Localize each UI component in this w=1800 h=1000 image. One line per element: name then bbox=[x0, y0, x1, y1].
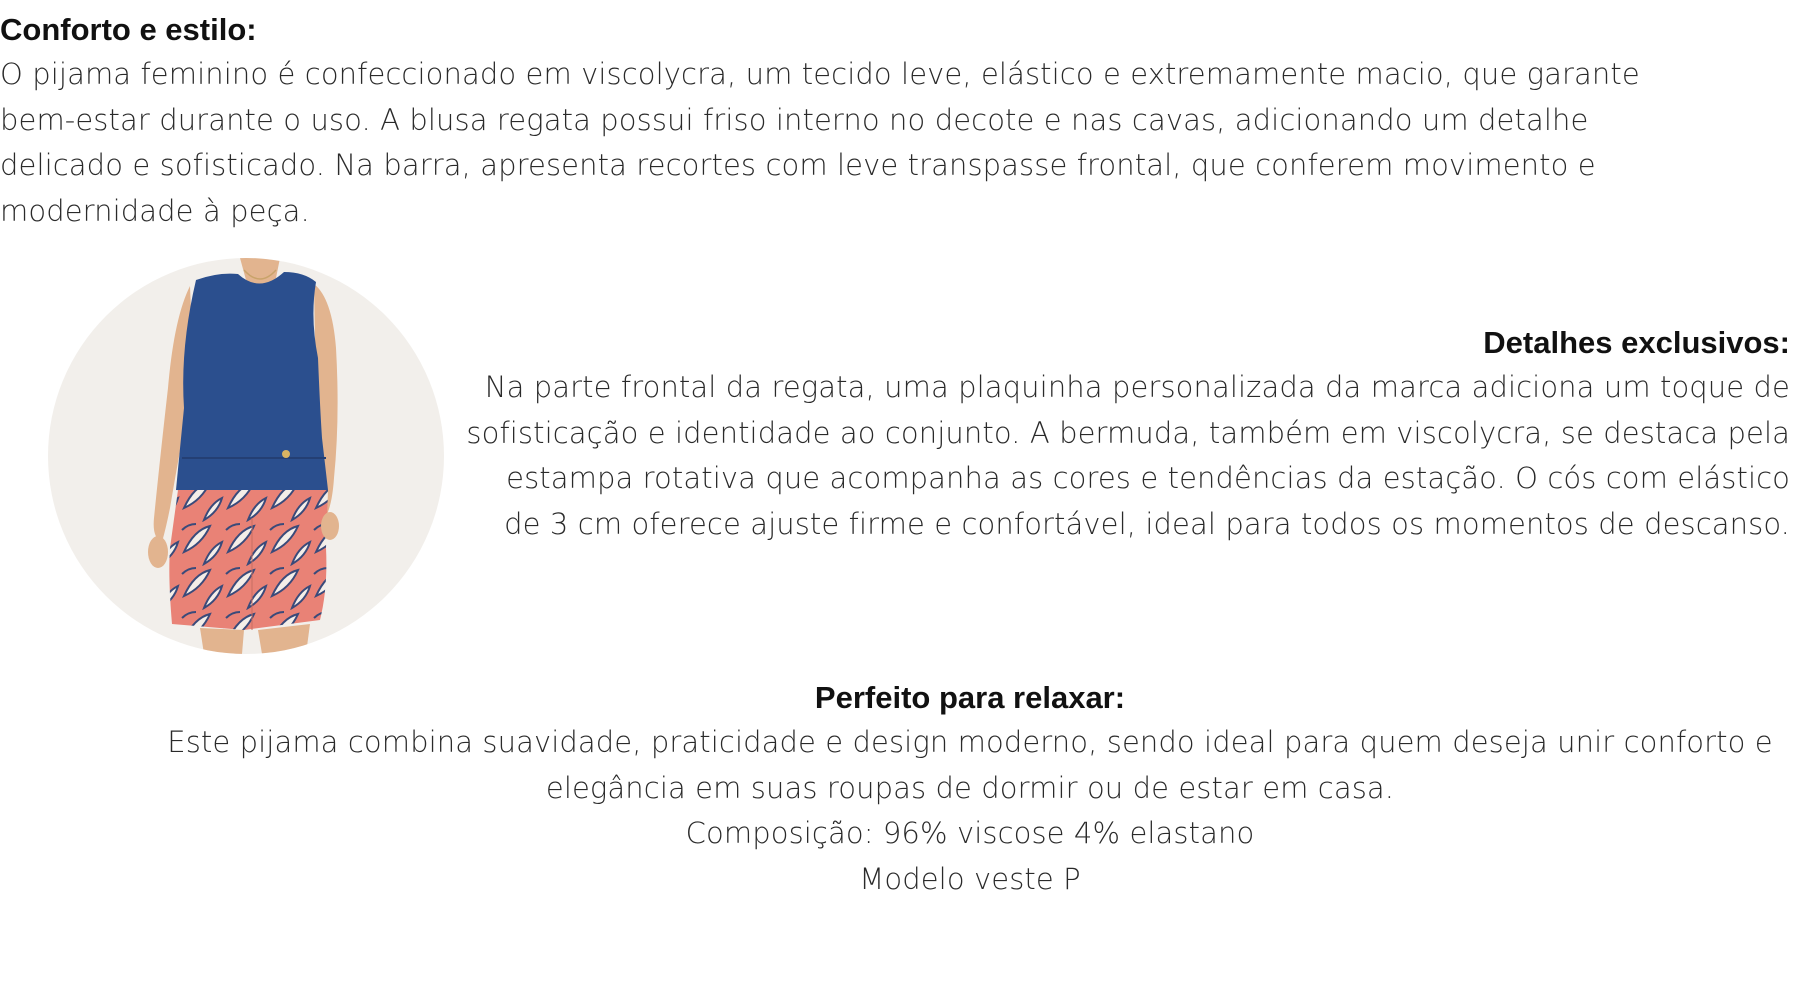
paragraph-line: estampa rotativa que acompanha as cores e tendências da estação. O cós com elástico bbox=[506, 461, 1790, 495]
paragraph-detalhes-exclusivos bbox=[440, 365, 1790, 547]
section-perfeito-relaxar bbox=[150, 675, 1790, 902]
paragraph-line: bem-estar durante o uso. A blusa regata possui friso interno no decote e nas cavas, adicionando um detalhe bbox=[0, 102, 1589, 137]
paragraph-line: Na parte frontal da regata, uma plaquinha personalizada da marca adiciona um toque de bbox=[484, 370, 1790, 404]
paragraph-line: Este pijama combina suavidade, praticidade e design moderno, sendo ideal para quem deseja unir conforto e bbox=[167, 725, 1773, 759]
paragraph-conforto-estilo bbox=[0, 52, 1790, 234]
heading-perfeito-relaxar: Perfeito para relaxar: bbox=[814, 680, 1126, 715]
paragraph-perfeito-relaxar bbox=[150, 720, 1790, 902]
paragraph-line: O pijama feminino é confeccionado em viscolycra, um tecido leve, elástico e extremamente macio, que garante bbox=[0, 57, 1640, 91]
heading-conforto-estilo: Conforto e estilo: bbox=[0, 12, 257, 47]
model-pajama-illustration bbox=[48, 258, 444, 654]
composition-line: Composição: 96% viscose 4% elastano bbox=[685, 816, 1255, 850]
model-size-line: Modelo veste P bbox=[859, 861, 1081, 896]
paragraph-line: delicado e sofisticado. Na barra, apresenta recortes com leve transpasse frontal, que conferem movimento e bbox=[0, 148, 1596, 182]
heading-detalhes-exclusivos: Detalhes exclusivos: bbox=[1483, 325, 1790, 360]
section-detalhes-exclusivos bbox=[440, 320, 1790, 547]
paragraph-line: sofisticação e identidade ao conjunto. A bermuda, também em viscolycra, se destaca pela bbox=[466, 415, 1790, 450]
paragraph-line: de 3 cm oferece ajuste firme e confortável, ideal para todos os momentos de descanso. bbox=[504, 506, 1790, 541]
paragraph-line: elegância em suas roupas de dormir ou de estar em casa. bbox=[545, 770, 1395, 805]
section-conforto-estilo bbox=[0, 7, 1790, 234]
product-photo-circle bbox=[48, 258, 444, 654]
paragraph-line: modernidade à peça. bbox=[0, 193, 310, 228]
